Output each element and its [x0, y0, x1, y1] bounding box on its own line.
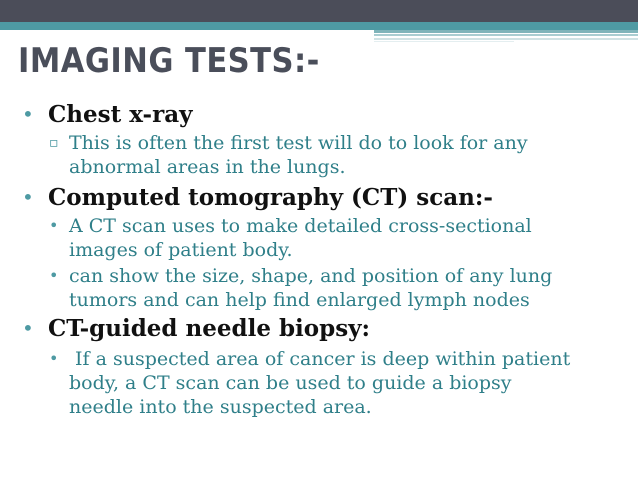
square-bullet-icon: ▫ [49, 135, 59, 151]
item-heading: CT-guided needle biopsy: [48, 315, 370, 342]
sub-item-text: can show the size, shape, and position of any lung [69, 265, 553, 287]
slide-title: IMAGING TESTS:- [18, 41, 320, 81]
bullet-dot-icon: • [22, 185, 34, 209]
sub-item-text-continued: abnormal areas in the lungs. [69, 156, 346, 178]
bullet-item-ct-scan [20, 183, 630, 212]
sub-item-text: If a suspected area of cancer is deep within patient [69, 348, 571, 370]
sub-item-text-continued: images of patient body. [69, 239, 293, 261]
bullet-dot-icon: • [22, 102, 34, 126]
sub-item-text: This is often the first test will do to look for any [69, 132, 528, 154]
decorative-stripe [374, 38, 638, 40]
item-heading: Computed tomography (CT) scan:- [48, 184, 493, 211]
decorative-stripe [374, 30, 638, 33]
slide-content [20, 100, 630, 419]
sub-item-text: A CT scan uses to make detailed cross-sectional [69, 215, 532, 237]
top-teal-bar [0, 22, 638, 30]
bullet-dot-icon: • [22, 316, 34, 340]
top-dark-bar [0, 0, 638, 22]
sub-bullet-item [20, 264, 630, 288]
sub-bullet-item [20, 214, 630, 238]
bullet-dot-icon: • [49, 266, 59, 285]
item-heading: Chest x-ray [48, 101, 193, 128]
sub-item-text-continued: body, a CT scan can be used to guide a biopsy [69, 372, 512, 394]
sub-bullet-item [20, 347, 630, 371]
bullet-item-chest-xray [20, 100, 630, 129]
bullet-dot-icon: • [49, 349, 59, 368]
decorative-stripe [374, 34, 638, 36]
sub-item-text-continued: needle into the suspected area. [69, 396, 372, 418]
decorative-stripe [374, 41, 514, 42]
sub-item-text-continued: tumors and can help find enlarged lymph nodes [69, 289, 530, 311]
bullet-dot-icon: • [49, 216, 59, 235]
bullet-item-ct-guided-biopsy [20, 314, 630, 343]
sub-bullet-item [20, 131, 630, 155]
